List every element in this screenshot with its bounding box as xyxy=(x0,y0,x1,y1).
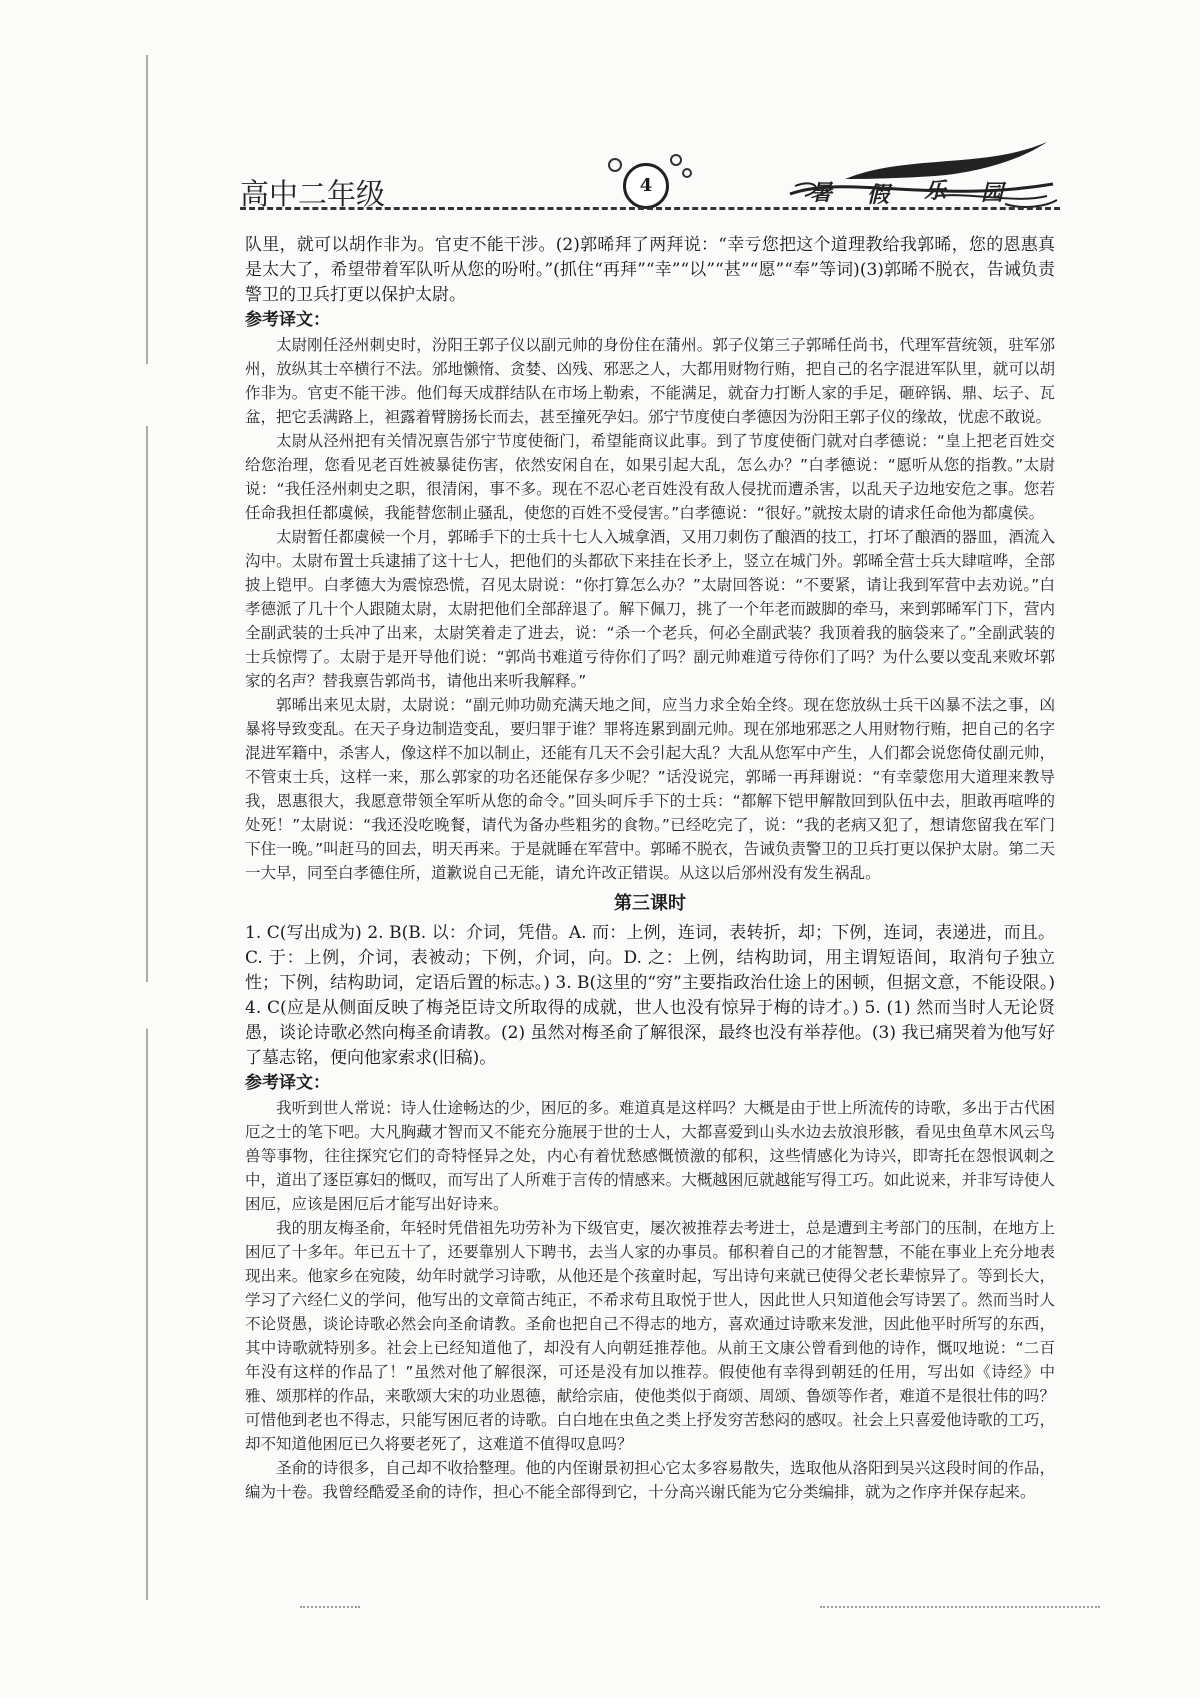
translation-paragraph: 我的朋友梅圣俞，年轻时凭借祖先功劳补为下级官吏，屡次被推荐去考进士，总是遭到主考部门的压制，在地方上困厄了十多年。年已五十了，还要靠别人下聘书，去当人家的办事员。郁积着自己的才能智慧，不能在事业上充分地表现出来。他家乡在宛陵，幼年时就学习诗歌，从他还是个孩童时起，写出诗句来就已使得父老长辈惊异了。等到长大，学习了六经仁义的学问，他写出的文章简古纯正，不希求苟且取悦于世人，因此世人只知道他会写诗罢了。然而当时人不论贤愚，谈论诗歌必然会向圣俞请教。圣俞也把自己不得志的地方，喜欢通过诗歌来发泄，因此他平时所写的东西，其中诗歌就特别多。社会上已经知道他了，却没有人向朝廷推荐他。从前王文康公曾看到他的诗作，慨叹地说：“二百年没有这样的作品了！”虽然对他了解很深，可还是没有加以推荐。假使他有幸得到朝廷的任用，写出如《诗经》中雅、颂那样的作品，来歌颂大宋的功业恩德，献给宗庙，使他类似于商颂、周颂、鲁颂等作者，难道不是很壮伟的吗？可惜他到老也不得志，只能写困厄者的诗歌。白白地在虫鱼之类上抒发穷苦愁闷的感叹。社会上只喜爱他诗歌的工巧，却不知道他困厄已久将要老死了，这难道不值得叹息吗？ xyxy=(245,1219,1055,1453)
banner-char: 乐 xyxy=(924,178,947,204)
translation-paragraph: 太尉刚任泾州刺史时，汾阳王郭子仪以副元帅的身份住在蒲州。郭子仪第三子郭晞任尚书，代理军营统领，驻军邠州，放纵其士卒横行不法。邠地懒惰、贪婪、凶残、邪恶之人，大都用财物行贿，把自己的名字混进军队里，就可以胡作非为。官吏不能干涉。他们每天成群结队在市场上勒索，不能满足，就奋力打断人家的手足，砸碎锅、鼎、坛子、瓦盆，把它丢满路上，袒露着臂膀扬长而去，甚至撞死孕妇。邠宁节度使白孝德因为汾阳王郭子仪的缘故，忧虑不敢说。 xyxy=(245,336,1055,426)
translation-paragraph: 圣俞的诗很多，自己却不收拾整理。他的内侄谢景初担心它太多容易散失，选取他从洛阳到吴兴这段时间的作品，编为十卷。我曾经酷爱圣俞的诗作，担心不能全部得到它，十分高兴谢氏能为它分类编排，就为之作序并保存起来。 xyxy=(245,1459,1055,1501)
bubble-decoration xyxy=(608,158,622,172)
answer-text: 1. C(写出成为) 2. B(B. 以：介词，凭借。A. 而：上例，连词，表转折，却；下例，连词，表递进，而且。C. 于：上例，介词，表被动；下例，介词，向。D. 之：上例，结构助词，用主谓短语间，取消句子独立性；下例，结构助词，定语后置的标志。) 3. B(这里的“穷”主要指政治仕途上的困顿，但据文意，不能设限。) 4. C(应是从侧面反映了梅尧臣诗文所取得的成就，世人也没有惊异于梅的诗才。) 5. (1) 然而当时人无论贤愚，谈论诗歌必然向梅圣俞请教。(2) 虽然对梅圣俞了解很深，最终也没有举荐他。(3) 我已痛哭着为他写好了墓志铭，便向他家索求(旧稿)。 xyxy=(245,923,1055,1068)
section-title: 第三课时 xyxy=(614,893,686,914)
reference-translation-heading: 参考译文： xyxy=(245,1073,330,1093)
banner-char: 假 xyxy=(867,182,890,208)
translation-paragraph: 我听到世人常说：诗人仕途畅达的少，困厄的多。难道真是这样吗？大概是由于世上所流传的诗歌，多出于古代困厄之士的笔下吧。大凡胸藏才智而又不能充分施展于世的士人，大都喜爱到山头水边去放浪形骸，看见虫鱼草木风云鸟兽等事物，往往探究它们的奇特怪异之处，内心有着忧愁感慨愤激的郁积，这些情感化为诗兴，即寄托在怨恨讽刺之中，道出了逐臣寡妇的慨叹，而写出了人所难于言传的情感来。大概越困厄就越能写得工巧。如此说来，并非写诗使人困厄，应该是困厄后才能写出好诗来。 xyxy=(245,1099,1055,1213)
header-divider xyxy=(240,207,1060,210)
translation-paragraph: 太尉从泾州把有关情况禀告邠宁节度使衙门，希望能商议此事。到了节度使衙门就对白孝德说：“皇上把老百姓交给您治理，您看见老百姓被暴徒伤害，依然安闲自在，如果引起大乱，怎么办？”白孝德说：“愿听从您的指教。”太尉说：“我任泾州刺史之职，很清闲，事不多。现在不忍心老百姓没有敌人侵扰而遭杀害，以乱天子边地安危之事。您若任命我担任都虞候，我能替您制止骚乱，使您的百姓不受侵害。”白孝德说：“很好。”就按太尉的请求任命他为都虞侯。 xyxy=(245,432,1055,522)
banner-char: 园 xyxy=(981,180,1004,206)
banner-char: 暑 xyxy=(810,180,833,206)
summer-banner-logo xyxy=(785,134,1060,212)
answer-content xyxy=(245,233,1055,1504)
scan-artifact xyxy=(300,1606,360,1608)
translation-paragraph: 太尉暂任都虞候一个月，郭晞手下的士兵十七人入城拿酒，又用刀刺伤了酿酒的技工，打坏了酿酒的器皿，酒流入沟中。太尉布置士兵逮捕了这十七人，把他们的头都砍下来挂在长矛上，竖立在城门外。郭晞全营士兵大肆喧哗，全部披上铠甲。白孝德大为震惊恐慌，召见太尉说：“你打算怎么办？”太尉回答说：“不要紧，请让我到军营中去劝说。”白孝德派了几十个人跟随太尉，太尉把他们全部辞退了。解下佩刀，挑了一个年老而跛脚的牵马，来到郭晞军门下，营内全副武装的士兵冲了出来，太尉笑着走了进去，说：“杀一个老兵，何必全副武装？我顶着我的脑袋来了。”全副武装的士兵惊愕了。太尉于是开导他们说：“郭尚书难道亏待你们了吗？副元帅难道亏待你们了吗？为什么要以变乱来败坏郭家的名声？替我禀告郭尚书，请他出来听我解释。” xyxy=(245,528,1055,690)
reference-translation-heading: 参考译文： xyxy=(245,310,330,330)
binding-margin-line xyxy=(146,55,148,1600)
answer-text: 队里，就可以胡作非为。官吏不能干涉。(2)郭晞拜了两拜说：“幸亏您把这个道理教给我郭晞，您的恩惠真是太大了，希望带着军队听从您的吩咐。”(抓住“再拜”“幸”“以”“甚”“愿”“奉”等词)(3)郭晞不脱衣，告诫负责警卫的卫兵打更以保护太尉。 xyxy=(245,235,1055,305)
translation-paragraph: 郭晞出来见太尉，太尉说：“副元帅功勋充满天地之间，应当力求全始全终。现在您放纵士兵干凶暴不法之事，凶暴将导致变乱。在天子身边制造变乱，要归罪于谁？罪将连累到副元帅。现在邠地邪恶之人用财物行贿，把自己的名字混进军籍中，杀害人，像这样不加以制止，还能有几天不会引起大乱？大乱从您军中产生，人们都会说您倚仗副元帅，不管束士兵，这样一来，那么郭家的功名还能保存多少呢？”话没说完，郭晞一再拜谢说：“有幸蒙您用大道理来教导我，恩惠很大，我愿意带领全军听从您的命令。”回头呵斥手下的士兵：“都解下铠甲解散回到队伍中去，胆敢再喧哗的处死！”太尉说：“我还没吃晚餐，请代为备办些粗劣的食物。”已经吃完了，说：“我的老病又犯了，想请您留我在军门下住一晚。”叫赶马的回去，明天再来。于是就睡在军营中。郭晞不脱衣，告诫负责警卫的卫兵打更以保护太尉。第二天一大早，同至白孝德住所，道歉说自己无能，请允许改正错误。从这以后邠州没有发生祸乱。 xyxy=(245,696,1055,882)
scan-artifact xyxy=(820,1606,1100,1608)
page-header xyxy=(240,128,1060,211)
bubble-decoration xyxy=(670,154,682,166)
bubble-decoration xyxy=(682,168,692,178)
grade-title: 高中二年级 xyxy=(240,177,386,211)
page-number: 4 xyxy=(623,163,669,209)
